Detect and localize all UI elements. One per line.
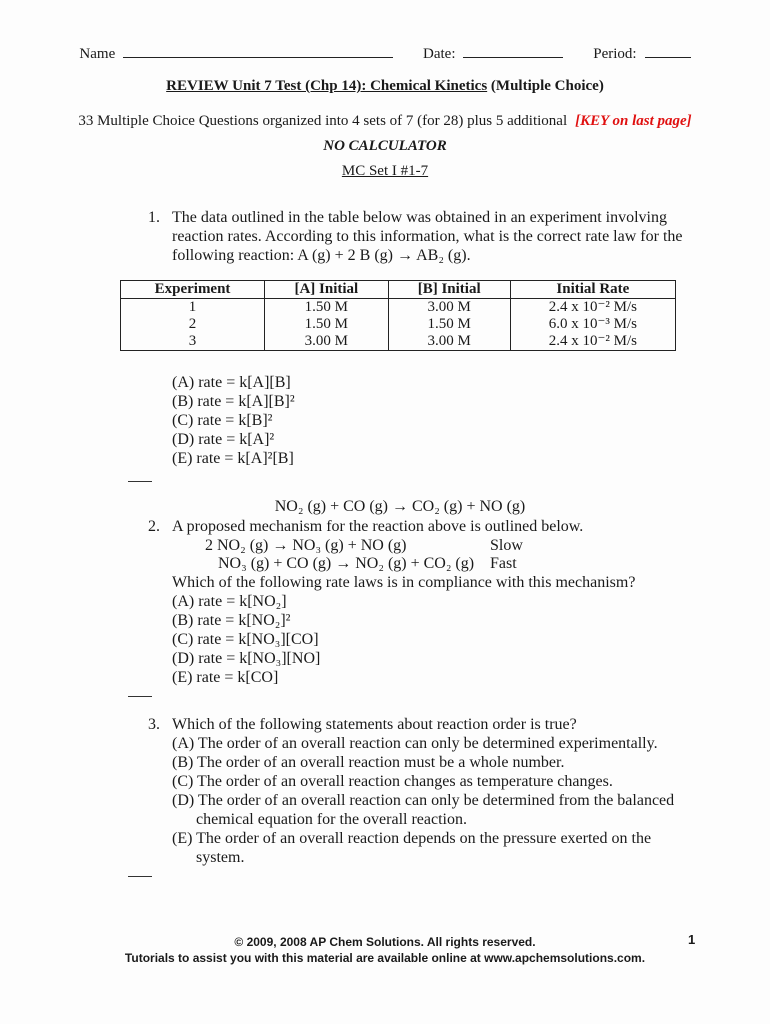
answer-option: (E) rate = k[CO]: [172, 669, 279, 686]
table-header: [B] Initial: [388, 281, 510, 299]
table-header: Experiment: [121, 281, 265, 299]
table-cell: 2: [121, 316, 265, 333]
table-cell: 3.00 M: [265, 333, 389, 351]
mechanism-step-2-speed: Fast: [490, 555, 517, 572]
question-2: [148, 517, 688, 537]
table-cell: 6.0 x 10⁻³ M/s: [510, 316, 675, 333]
answer-blank: [128, 481, 152, 482]
date-label: Date:: [423, 46, 456, 62]
intro-text: 33 Multiple Choice Questions organized into 4 sets of 7 (for 28) plus 5 additional: [78, 113, 568, 129]
table-header: [A] Initial: [265, 281, 389, 299]
set-label: MC Set I #1-7: [341, 163, 429, 179]
question-1: [148, 208, 708, 272]
page-footer: [0, 934, 770, 966]
date-blank: [463, 44, 563, 58]
mechanism-step-1-speed: Slow: [490, 537, 523, 554]
mechanism-step-1: 2 NO₂ (g) → NO₃ (g) + NO (g): [205, 537, 407, 554]
answer-option-continued: system.: [196, 849, 245, 866]
table-cell: 2.4 x 10⁻² M/s: [510, 299, 675, 317]
answer-option: (C) rate = k[B]²: [172, 412, 273, 429]
answer-option: (B) rate = k[NO₂]²: [172, 612, 291, 629]
table-cell: 1.50 M: [388, 316, 510, 333]
answer-option: (E) rate = k[A]²[B]: [172, 450, 294, 467]
question-1-stem: [172, 208, 708, 265]
question-2-equation: NO₂ (g) + CO (g) → CO₂ (g) + NO (g): [274, 498, 526, 515]
answer-option: (A) The order of an overall reaction can only be determined experimentally.: [172, 735, 658, 752]
question-3-stem: Which of the following statements about reaction order is true?: [172, 716, 577, 733]
question-1-line: The data outlined in the table below was obtained in an experiment involving: [172, 209, 667, 226]
page-title: [0, 78, 770, 95]
period-label: Period:: [593, 46, 637, 62]
table-cell: 3: [121, 333, 265, 351]
tutorials-text: Tutorials to assist you with this material are available online at www.apchemsolutions.com.: [124, 951, 646, 965]
question-1-line: following reaction: A (g) + 2 B (g) → AB₂ (g).: [172, 247, 471, 264]
name-label: Name: [79, 46, 116, 62]
question-1-number: 1.: [148, 209, 160, 226]
question-3-number: 3.: [148, 716, 160, 733]
table-cell: 2.4 x 10⁻² M/s: [510, 333, 675, 351]
answer-option-continued: chemical equation for the overall reaction.: [196, 811, 467, 828]
answer-option: (C) rate = k[NO₃][CO]: [172, 631, 319, 648]
key-note: [KEY on last page]: [575, 113, 692, 129]
table-row: [121, 316, 676, 333]
table-header-row: [121, 281, 676, 299]
table-cell: 1.50 M: [265, 299, 389, 317]
mechanism-step-2: NO₃ (g) + CO (g) → NO₂ (g) + CO₂ (g): [218, 555, 475, 572]
table-row: [121, 333, 676, 351]
question-1-line: reaction rates. According to this information, what is the correct rate law for the: [172, 228, 683, 245]
answer-blank: [128, 876, 152, 877]
answer-option: (D) rate = k[NO₃][NO]: [172, 650, 321, 667]
table-cell: 1: [121, 299, 265, 317]
question-1-options: [172, 373, 472, 468]
question-2-stem: A proposed mechanism for the reaction above is outlined below.: [172, 518, 584, 535]
period-blank: [645, 44, 691, 58]
table-cell: 1.50 M: [265, 316, 389, 333]
question-2-prompt: Which of the following rate laws is in compliance with this mechanism?: [172, 574, 636, 591]
name-blank: [123, 44, 393, 58]
intro-line: [0, 113, 770, 130]
no-calculator-note: NO CALCULATOR: [323, 138, 447, 154]
rate-data-table: [120, 280, 676, 351]
answer-option: (D) The order of an overall reaction can only be determined from the balanced: [172, 792, 675, 809]
student-info-line: [0, 44, 770, 63]
question-3-options: [172, 734, 692, 867]
answer-option: (A) rate = k[NO₂]: [172, 593, 287, 610]
answer-option: (D) rate = k[A]²: [172, 431, 275, 448]
table-row: [121, 299, 676, 317]
table-header: Initial Rate: [510, 281, 675, 299]
page-number: 1: [688, 932, 696, 947]
table-cell: 3.00 M: [388, 333, 510, 351]
copyright-text: © 2009, 2008 AP Chem Solutions. All rights reserved.: [234, 935, 536, 949]
table-cell: 3.00 M: [388, 299, 510, 317]
answer-blank: [128, 696, 152, 697]
answer-option: (C) The order of an overall reaction changes as temperature changes.: [172, 773, 613, 790]
question-2-options: [172, 573, 692, 687]
answer-option: (E) The order of an overall reaction depends on the pressure exerted on the: [172, 830, 652, 847]
answer-option: (B) The order of an overall reaction must be a whole number.: [172, 754, 565, 771]
question-2-number: 2.: [148, 518, 160, 535]
answer-option: (B) rate = k[A][B]²: [172, 393, 295, 410]
question-3: [148, 715, 668, 735]
answer-option: (A) rate = k[A][B]: [172, 374, 291, 391]
title-suffix: (Multiple Choice): [490, 78, 604, 94]
title-main: REVIEW Unit 7 Test (Chp 14): Chemical Kinetics: [166, 78, 488, 94]
